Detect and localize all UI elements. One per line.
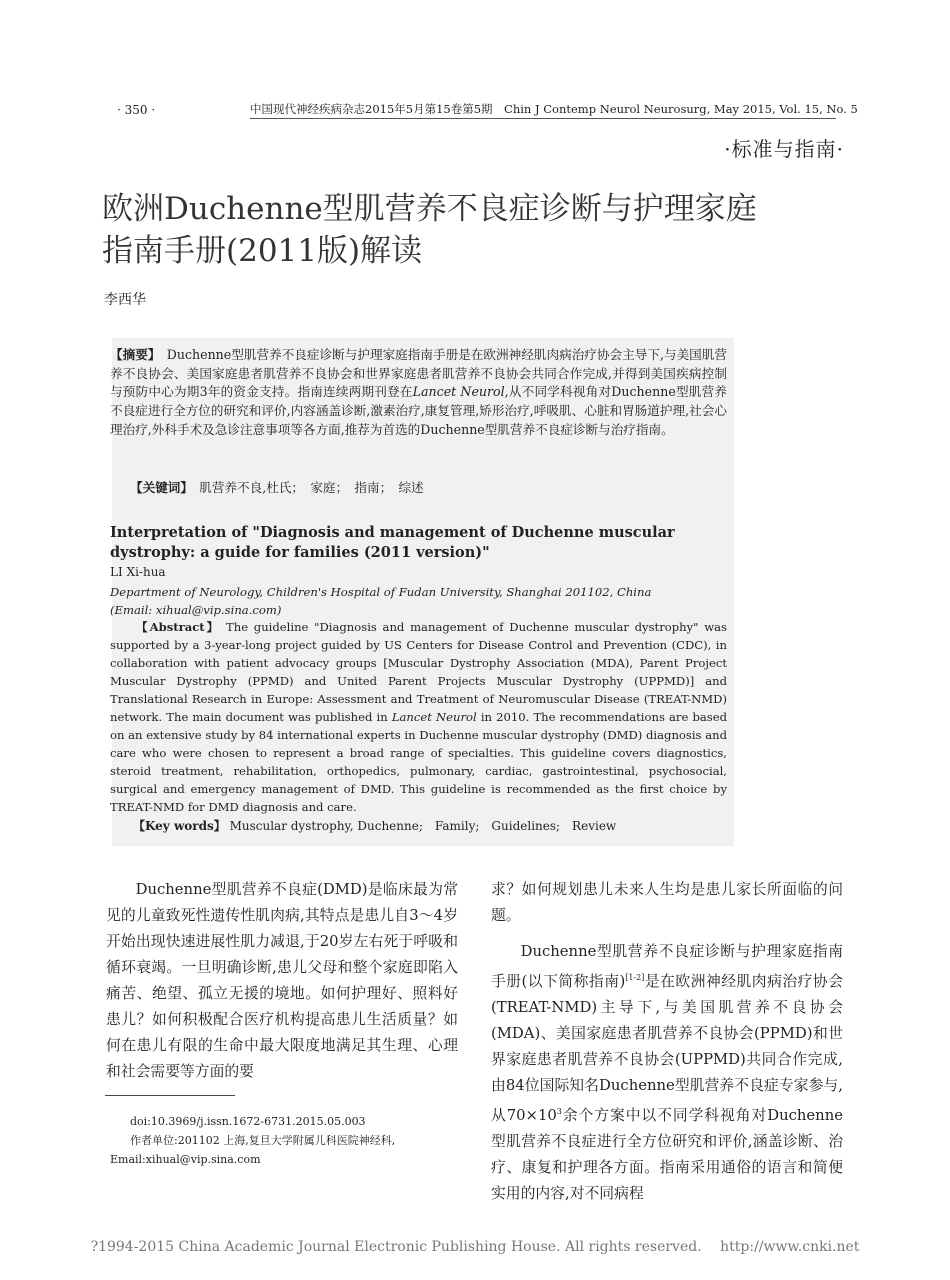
affiliation-english <box>110 583 730 619</box>
keywords-en-label: 【Key words】 <box>133 819 226 833</box>
keywords-en-text: Muscular dystrophy, Duchenne; Family; Guidelines; Review <box>225 819 617 833</box>
header-rule <box>250 118 836 119</box>
keywords-cn-text: 肌营养不良,杜氏； 家庭； 指南； 综述 <box>186 480 424 495</box>
abstract-en-text-after: in 2010. The recommendations are based on an extensive study by 84 international experts in Duchenne muscular dystrophy (DMD) diagnosis and care who were chosen to represent a broad range of specialties. This guideline covers diagnostics, steroid treatment, rehabilitation, orthopedics, pulmonary, cardiac, gastrointestinal, psychosocial, surgical and emergency management of DMD. This guideline is recommended as the first choice by TREAT-NMD for DMD diagnosis and care. <box>110 710 728 814</box>
email-line: (Email: xihual@vip.sina.com) <box>110 603 282 617</box>
title-chinese: 欧洲Duchenne型肌营养不良症诊断与护理家庭指南手册(2011版)解读 <box>102 191 757 269</box>
abstract-cn-label: 【摘要】 <box>110 347 155 362</box>
section-label: ·标准与指南· <box>724 137 844 161</box>
body-right-para-2 <box>491 939 843 1207</box>
footnote-affiliation: 作者单位:201102 上海,复旦大学附属儿科医院神经科, <box>130 1134 396 1147</box>
abstract-en-journal: Lancet Neurol <box>391 710 477 724</box>
body-left-column: Duchenne型肌营养不良症(DMD)是临床最为常见的儿童致死性遗传性肌肉病,其特点是患儿自3～4岁开始出现快速进展性肌力减退,于20岁左右死于呼吸和循环衰竭。一旦明确诊断,患儿父母和整个家庭即陷入痛苦、绝望、孤立无援的境地。如何护理好、照料好患儿？如何积极配合医疗机构提高患儿生活质量？如何在患儿有限的生命中最大限度地满足其生理、心理和社会需要等方面的要 <box>106 881 458 1080</box>
citation-ref: [1-2] <box>625 973 645 982</box>
affiliation-line: Department of Neurology, Children's Hospital of Fudan University, Shanghai 201102, China <box>110 585 652 599</box>
abstract-cn-journal: Lancet Neurol <box>412 384 505 400</box>
keywords-english <box>133 817 616 834</box>
abstract-cn-text-after: ,从不同学科视角对Duchenne型肌营养不良症进行全方位的研究和评价,内容涵盖诊断,激素治疗,康复管理,矫形治疗,呼吸肌、心脏和胃肠道护理,社会心理治疗,外科手术及急诊注意事项等各方面,推荐为首选的Duchenne型肌营养不良症诊断与治疗指南。 <box>110 384 727 437</box>
author-english: LI Xi-hua <box>110 565 166 579</box>
superscript-exponent: 3 <box>556 1106 562 1116</box>
footnote-rule <box>105 1095 235 1096</box>
keywords-chinese <box>130 477 424 496</box>
abstract-en-label: 【Abstract】 <box>134 620 221 634</box>
abstract-chinese <box>110 346 727 440</box>
keywords-cn-label: 【关键词】 <box>130 480 187 495</box>
abstract-en-text: The guideline "Diagnosis and management of Duchenne muscular dystrophy" was supported by a 3-year-long project guided by US Centers for Disease Control and Prevention (CDC), in collaboration with patient advocacy groups [Muscular Dystrophy Association (MDA), Parent Project Muscular Dystrophy (PPMD) and United Parent Projects Muscular Dystrophy (UPPMD)] and Translational Research in Europe: Assessment and Treatment of Neuromuscular Disease (TREAT-NMD) network. The main document was published in <box>110 620 727 724</box>
footnote-email: Email:xihual@vip.sina.com <box>110 1153 261 1166</box>
page-number: · 350 · <box>117 103 156 117</box>
body-right-column <box>491 877 843 1217</box>
title-english: Interpretation of "Diagnosis and management of Duchenne muscular dystrophy: a guide for families (2011 version)" <box>110 524 675 561</box>
para2-text-b: 是在欧洲神经肌肉病治疗协会(TREAT-NMD)主导下,与美国肌营养不良协会(MDA)、美国家庭患者肌营养不良协会(PPMD)和世界家庭患者肌营养不良协会(UPPMD)共同合作完成,由84位国际知名Duchenne型肌营养不良症专家参与,从70×10 <box>491 972 843 1124</box>
abstract-english <box>110 618 727 816</box>
abstract-cn-text: Duchenne型肌营养不良症诊断与护理家庭指南手册是在欧洲神经肌肉病治疗协会主导下,与美国肌营养不良协会、美国家庭患者肌营养不良协会和世界家庭患者肌营养不良协会共同合作完成,并得到美国疾病控制与预防中心为期3年的资金支持。指南连续两期刊登在 <box>110 347 727 400</box>
author-chinese: 李西华 <box>104 292 146 308</box>
para2-text-a: Duchenne型肌营养不良症诊断与护理家庭指南手册(以下简称指南) <box>491 943 843 990</box>
footnotes <box>110 1112 462 1169</box>
body-right-para-1: 求？如何规划患儿未来人生均是患儿家长所面临的问题。 <box>491 881 843 924</box>
journal-header: 中国现代神经疾病杂志2015年5月第15卷第5期 Chin J Contemp Neurol Neurosurg, May 2015, Vol. 15, No. 5 <box>250 102 858 116</box>
footnote-doi: doi:10.3969/j.issn.1672-6731.2015.05.003 <box>130 1115 366 1128</box>
para2-text-c: 余个方案中以不同学科视角对Duchenne型肌营养不良症进行全方位研究和评价,涵盖诊断、治疗、康复和护理各方面。指南采用通俗的语言和简便实用的内容,对不同病程 <box>491 1106 843 1202</box>
copyright-watermark: ?1994-2015 China Academic Journal Electronic Publishing House. All rights reserved. http://www.cnki.net <box>90 1239 860 1255</box>
